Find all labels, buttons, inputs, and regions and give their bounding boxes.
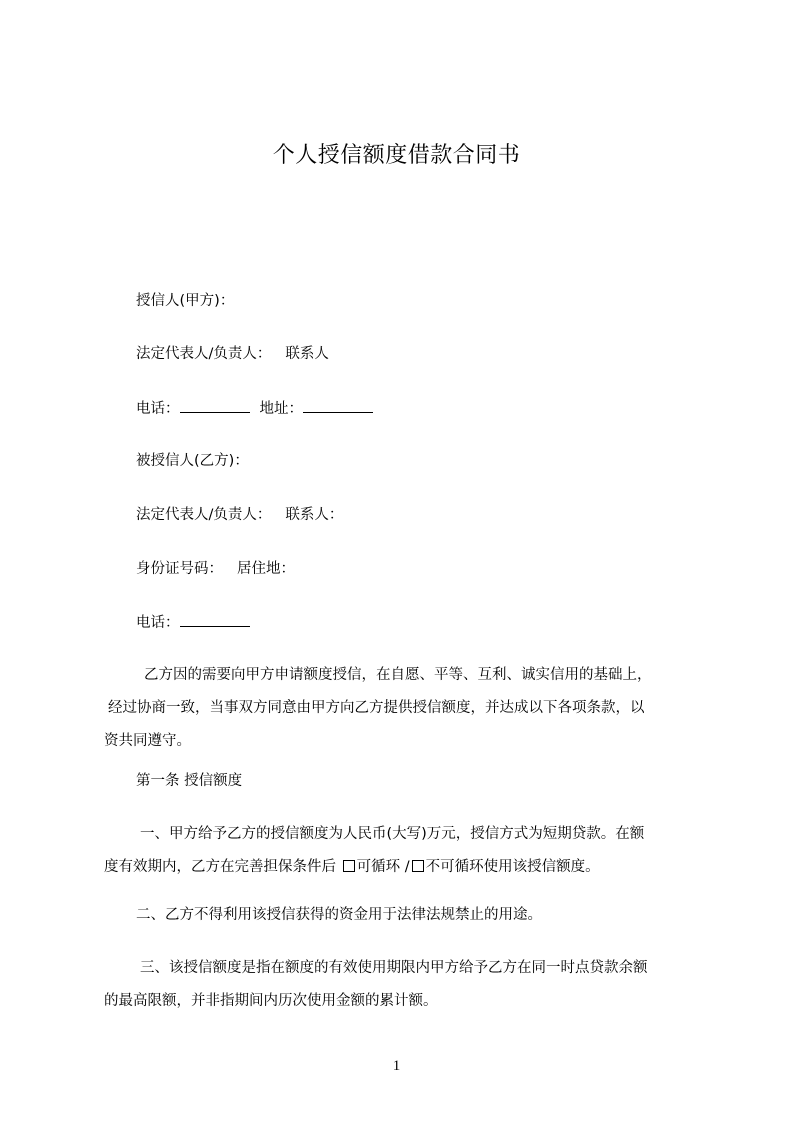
preamble-line-3: 资共同遵守。 — [104, 733, 191, 749]
grantee-representative-line — [136, 505, 343, 525]
grantee-representative-label: 法定代表人/负责人： — [136, 507, 272, 523]
grantee-phone-label: 电话： — [136, 615, 180, 631]
grantor-representative-label: 法定代表人/负责人： — [136, 346, 272, 362]
grantor-phone-label: 电话： — [136, 401, 180, 417]
grantor-phone-address-line — [136, 398, 373, 419]
grantor-address-blank[interactable] — [303, 398, 373, 413]
non-revolving-option-label: 不可循环使用该授信额度。 — [425, 859, 600, 875]
clause-2-text: 二、乙方不得利用该授信获得的资金用于法律法规禁止的用途。 — [136, 907, 542, 923]
grantor-line — [136, 291, 234, 311]
grantee-label: 被授信人(乙方)： — [136, 453, 249, 469]
grantor-contact-label: 联系人 — [285, 346, 329, 362]
preamble-line-1: 乙方因的需要向甲方申请额度授信，在自愿、平等、互利、诚实信用的基础上， — [144, 667, 652, 683]
grantee-residence-label: 居住地： — [237, 561, 295, 577]
grantor-address-label: 地址： — [259, 401, 303, 417]
grantee-contact-label: 联系人： — [285, 507, 344, 523]
grantor-representative-line — [136, 344, 329, 364]
grantee-phone-blank[interactable] — [180, 612, 250, 627]
page-number: 1 — [392, 1058, 401, 1074]
article-1-clause-3 — [104, 952, 704, 1018]
revolving-checkbox[interactable] — [343, 860, 355, 872]
grantee-id-label: 身份证号码： — [136, 561, 223, 577]
article-1-heading — [136, 771, 242, 791]
non-revolving-checkbox[interactable] — [412, 860, 424, 872]
clause-1-line-2 — [104, 851, 704, 884]
clause-3-line-2: 的最高限额，并非指期间内历次使用金额的累计额。 — [104, 993, 438, 1009]
clause-1-line-1: 一、甲方给予乙方的授信额度为人民币(大写)万元，授信方式为短期贷款。在额 — [140, 826, 645, 842]
clause-1-line-2-text: 度有效期内，乙方在完善担保条件后 — [104, 859, 341, 875]
grantor-phone-blank[interactable] — [180, 398, 250, 413]
article-1-clause-2 — [104, 899, 704, 932]
article-1-clause-1 — [104, 818, 704, 884]
preamble-line-2: 经过协商一致，当事双方同意由甲方向乙方提供授信额度，并达成以下各项条款，以 — [108, 700, 645, 716]
preamble-paragraph — [104, 659, 704, 758]
revolving-option-label: 可循环 / — [356, 859, 410, 875]
article-1-heading-text: 第一条 授信额度 — [136, 773, 243, 789]
grantee-line — [136, 451, 249, 471]
grantee-id-residence-line — [136, 559, 295, 579]
clause-3-line-1: 三、该授信额度是指在额度的有效使用期限内甲方给予乙方在同一时点贷款余额 — [140, 960, 648, 976]
grantor-label: 授信人(甲方)： — [136, 293, 235, 309]
document-title: 个人授信额度借款合同书 — [272, 143, 521, 168]
grantee-phone-line — [136, 612, 250, 633]
